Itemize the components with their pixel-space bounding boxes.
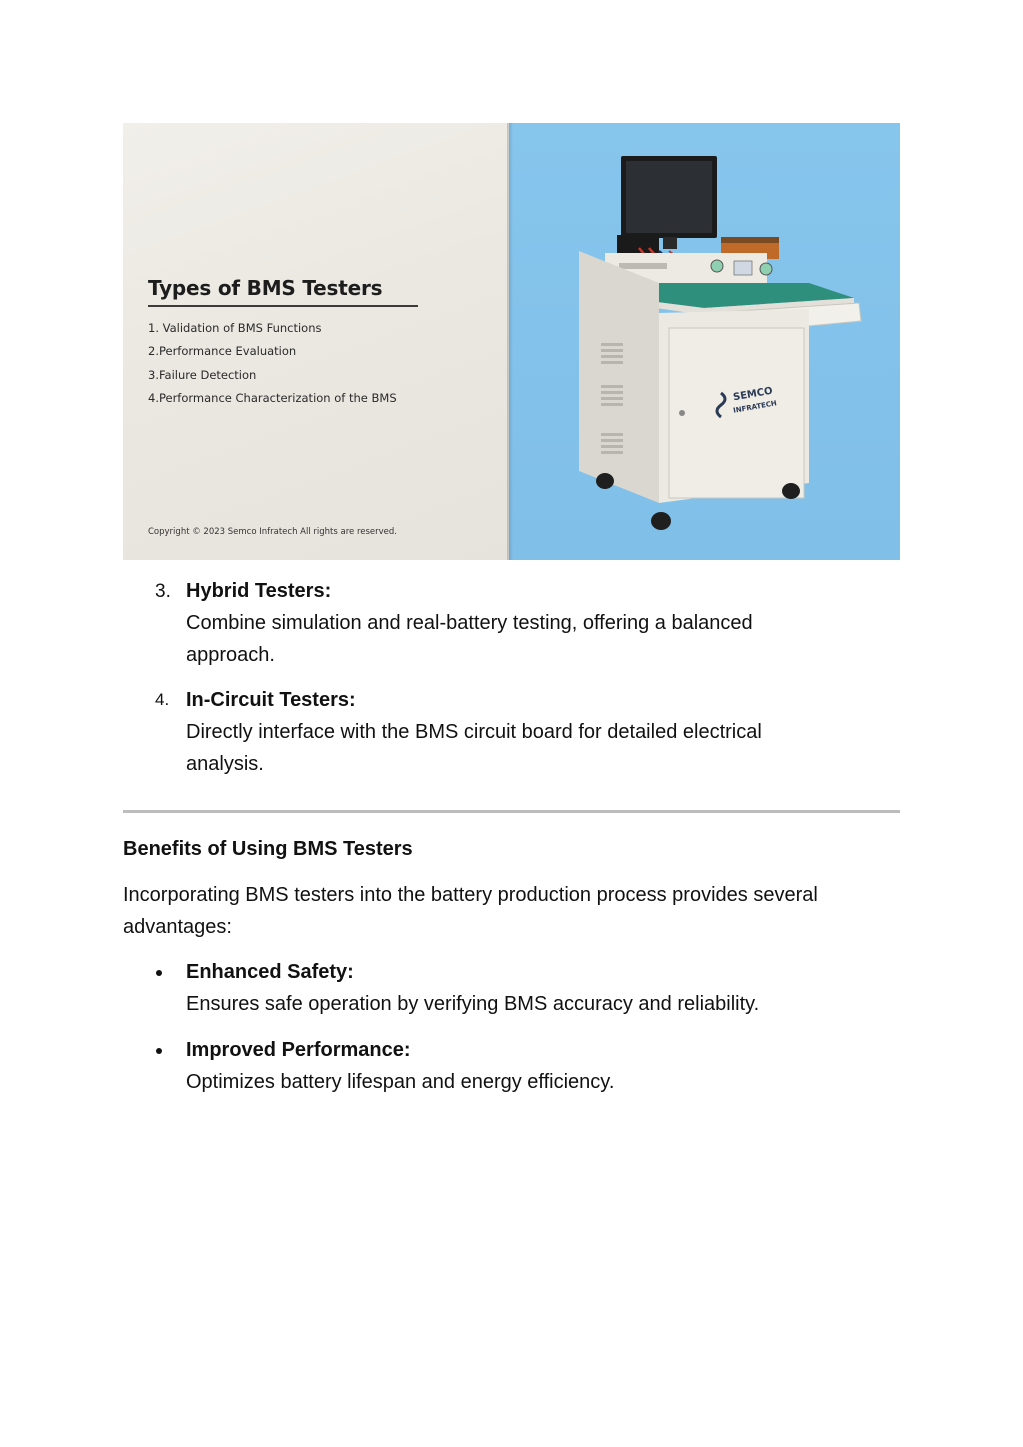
section-heading: Benefits of Using BMS Testers [123, 838, 413, 860]
banner-list [148, 319, 397, 412]
list-item-title: Hybrid Testers: [186, 580, 332, 602]
banner-title-underline [148, 305, 418, 307]
banner-copyright: Copyright © 2023 Semco Infratech All rights are reserved. [148, 527, 398, 537]
list-item-desc: approach. [186, 644, 275, 666]
bullet-icon [156, 1048, 162, 1054]
banner-photo-panel [509, 123, 900, 560]
list-item-title: In-Circuit Testers: [186, 689, 356, 711]
section-intro: advantages: [123, 916, 232, 938]
list-number: 3. [155, 581, 171, 602]
banner-title: Types of BMS Testers [148, 276, 383, 300]
list-number: 4. [155, 690, 170, 709]
banner-list-item: 2.Performance Evaluation [148, 344, 297, 359]
section-divider [123, 810, 900, 813]
bullet-icon [156, 970, 162, 976]
list-item-desc: analysis. [186, 753, 264, 775]
banner-brand-sub: INFRATECH [732, 399, 778, 415]
banner-text-panel [123, 123, 509, 560]
list-item-desc: Directly interface with the BMS circuit board for detailed electrical [186, 721, 762, 743]
benefit-title: Enhanced Safety: [186, 961, 354, 983]
benefit-desc: Optimizes battery lifespan and energy efficiency. [186, 1071, 615, 1093]
banner-list-item: 3.Failure Detection [148, 367, 257, 382]
bms-tester-machine-illustration [509, 123, 900, 560]
section-intro: Incorporating BMS testers into the battery production process provides several [123, 884, 818, 906]
benefit-title: Improved Performance: [186, 1039, 411, 1061]
bms-testers-banner-image [123, 123, 900, 560]
banner-brand-name: SEMCO [732, 385, 774, 404]
banner-list-item: 4.Performance Characterization of the BMS [148, 390, 397, 405]
list-item-desc: Combine simulation and real-battery testing, offering a balanced [186, 612, 753, 634]
banner-fold-shadow [507, 123, 513, 560]
banner-list-item: 1. Validation of BMS Functions [148, 321, 322, 335]
benefit-desc: Ensures safe operation by verifying BMS accuracy and reliability. [186, 993, 760, 1015]
